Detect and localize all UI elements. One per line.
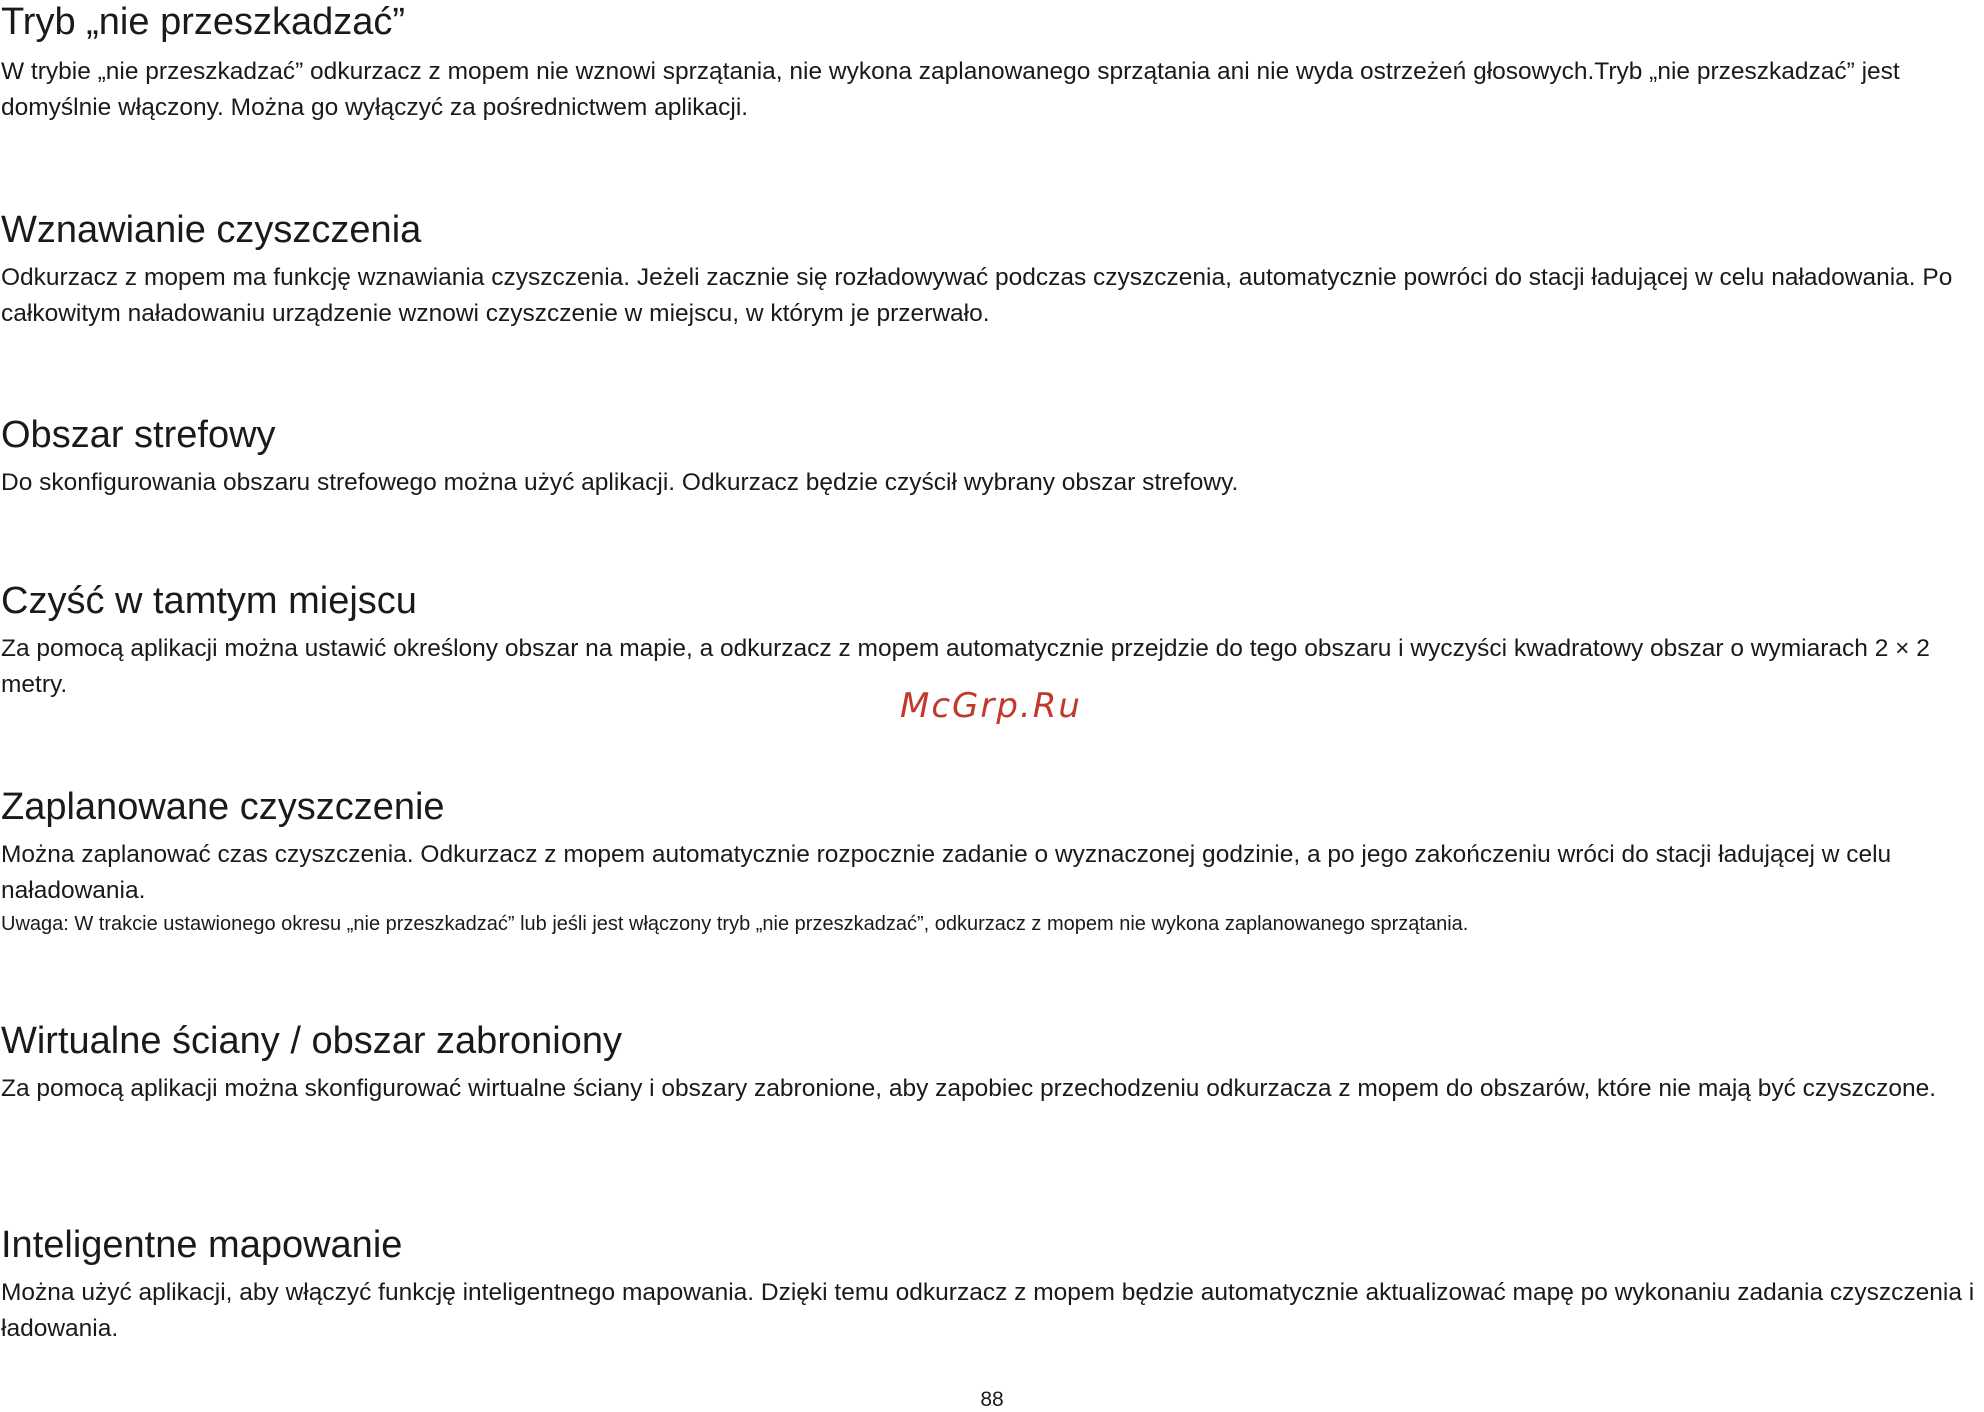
section-do-not-disturb (1, 0, 1981, 126)
section-heading: Inteligentne mapowanie (1, 1224, 403, 1266)
section-body: Odkurzacz z mopem ma funkcję wznawiania czyszczenia. Jeżeli zacznie się rozładowywać podczas czyszczenia, automatycznie powróci do stacji ładującej w celu naładowania. Po całkowitym naładowaniu urządzenie wznowi czyszczenie w miejscu, w którym je przerwało. (1, 264, 1953, 327)
section-heading: Wirtualne ściany / obszar zabroniony (1, 1020, 622, 1062)
section-body: Za pomocą aplikacji można ustawić określony obszar na mapie, a odkurzacz z mopem automatycznie przejdzie do tego obszaru i wyczyści kwadratowy obszar o wymiarach 2 × 2 metry. (1, 635, 1930, 698)
section-virtual-walls (1, 1019, 1981, 1107)
section-heading: Czyść w tamtym miejscu (1, 580, 417, 622)
section-heading: Wznawianie czyszczenia (1, 209, 422, 251)
section-smart-mapping (1, 1223, 1981, 1347)
section-body: Można użyć aplikacji, aby włączyć funkcję inteligentnego mapowania. Dzięki temu odkurzacz z mopem będzie automatycznie aktualizować mapę po wykonaniu zadania czyszczenia i ładowania. (1, 1279, 1975, 1342)
section-heading: Tryb „nie przeszkadzać” (1, 1, 406, 43)
section-body: Można zaplanować czas czyszczenia. Odkurzacz z mopem automatycznie rozpocznie zadanie o wyznaczonej godzinie, a po jego zakończeniu wróci do stacji ładującej w celu naładowania. (1, 841, 1892, 904)
watermark: McGrp.Ru (900, 686, 1082, 726)
section-scheduled-cleaning (1, 785, 1981, 939)
section-spot-cleaning (1, 579, 1981, 703)
section-body: Do skonfigurowania obszaru strefowego można użyć aplikacji. Odkurzacz będzie czyścił wybrany obszar strefowy. (1, 469, 1239, 496)
page-number: 88 (980, 1388, 1004, 1411)
section-zone-area (1, 413, 1981, 501)
section-resume-cleaning (1, 208, 1981, 332)
section-heading: Zaplanowane czyszczenie (1, 786, 445, 828)
section-body: Za pomocą aplikacji można skonfigurować wirtualne ściany i obszary zabronione, aby zapobiec przechodzeniu odkurzacza z mopem do obszarów, które nie mają być czyszczone. (1, 1075, 1937, 1102)
section-body: W trybie „nie przeszkadzać” odkurzacz z mopem nie wznowi sprzątania, nie wykona zaplanowanego sprzątania ani nie wyda ostrzeżeń głosowych.Tryb „nie przeszkadzać” jest domyślnie włączony. Można go wyłączyć za pośrednictwem aplikacji. (1, 58, 1900, 121)
section-note: Uwaga: W trakcie ustawionego okresu „nie przeszkadzać” lub jeśli jest włączony tryb „nie przeszkadzać”, odkurzacz z mopem nie wykona zaplanowanego sprzątania. (1, 913, 1469, 935)
section-heading: Obszar strefowy (1, 414, 276, 456)
